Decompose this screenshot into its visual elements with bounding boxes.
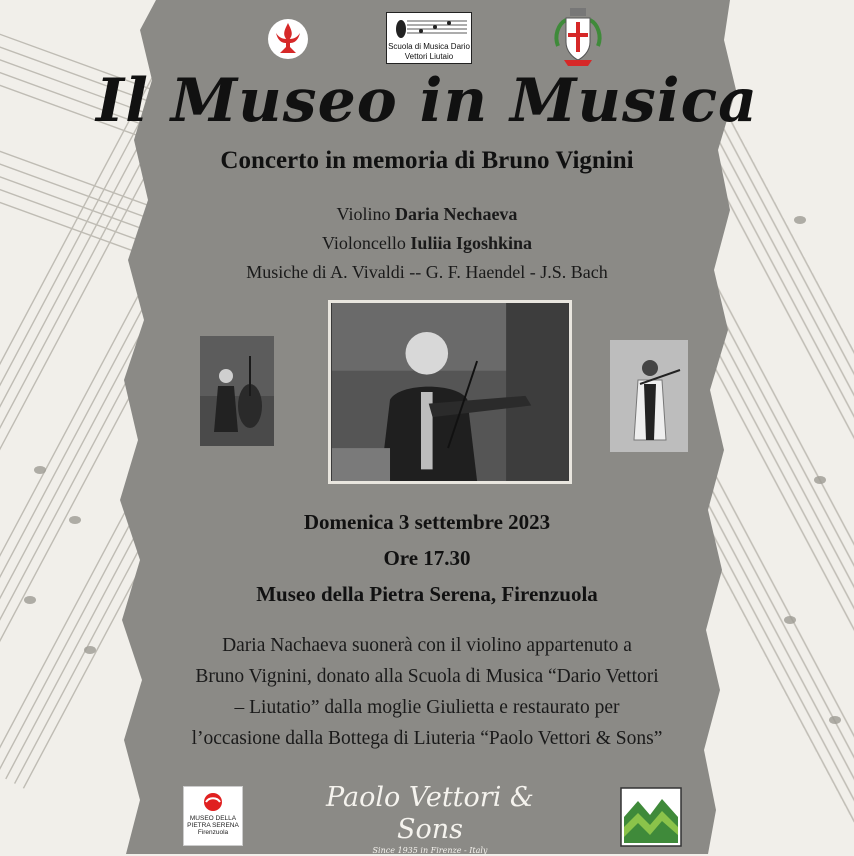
vettori-tagline: Since 1935 in Firenze - Italy [372, 846, 488, 855]
description-line: l’occasione dalla Bottega di Liuteria “Paolo Vettori & Sons” [191, 728, 663, 749]
florence-lily-emblem-icon [266, 17, 310, 61]
violin-role: Violino [336, 204, 391, 224]
description [0, 630, 854, 754]
cello-role: Violoncello [322, 233, 406, 253]
violinist-portrait-photo [328, 300, 572, 484]
program-line: Musiche di A. Vivaldi -- G. F. Haendel - J.S. Bach [246, 262, 608, 282]
performers-block [0, 200, 854, 287]
coat-of-arms-icon [552, 6, 604, 70]
vettori-brand: Paolo Vettori & Sons [326, 782, 534, 845]
event-time: Ore 17.30 [383, 546, 471, 570]
violinist-photo [610, 340, 688, 452]
museum-emblem-icon [184, 789, 242, 815]
cello-line [0, 229, 854, 258]
vettori-logo [300, 782, 560, 856]
music-school-logo [386, 12, 472, 64]
main-title: Il Museo in Musica [96, 66, 758, 136]
violin-line [0, 200, 854, 229]
event-info [0, 504, 854, 612]
description-line: Daria Nachaeva suonerà con il violino appartenuto a [222, 635, 632, 656]
event-date: Domenica 3 settembre 2023 [303, 510, 551, 534]
description-line: Bruno Vignini, donato alla Scuola di Musica “Dario Vettori [195, 666, 659, 687]
description-line: – Liutatio” dalla moglie Giulietta e restaurato per [234, 697, 620, 718]
concert-subtitle: Concerto in memoria di Bruno Vignini [220, 147, 634, 174]
music-notes-icon [387, 13, 471, 41]
event-venue: Museo della Pietra Serena, Firenzuola [256, 582, 598, 606]
museum-logo [183, 786, 243, 846]
cello-performer: Iuliia Igoshkina [410, 233, 532, 253]
school-logo-text: Scuola di Musica Dario Vettori Liutaio [388, 42, 470, 61]
violin-performer: Daria Nechaeva [394, 204, 518, 224]
mountain-logo-icon [620, 787, 682, 847]
museum-logo-text: MUSEO DELLA PIETRA SERENA Firenzuola [187, 815, 239, 836]
cellist-photo [200, 336, 274, 446]
